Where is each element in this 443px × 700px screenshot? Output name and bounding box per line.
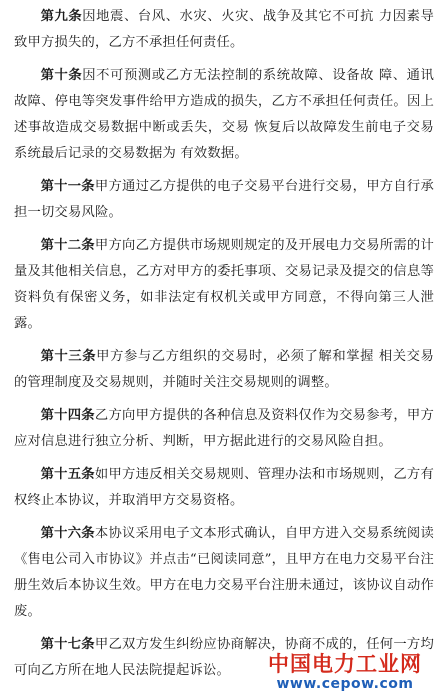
article-11 xyxy=(14,174,434,226)
watermark-name: 中国电力工业网 xyxy=(268,652,422,676)
watermark-url: www.cepow.com xyxy=(276,676,414,692)
article-12 xyxy=(14,233,434,337)
article-15 xyxy=(14,462,434,514)
article-17 xyxy=(14,632,434,684)
article-13 xyxy=(14,344,434,396)
article-text: 因地震、台风、水灾、火灾、战争及其它不可抗 力因素导致甲方损失的，乙方不承担任何责任。 xyxy=(14,9,434,50)
article-number: 第十三条 xyxy=(40,349,97,364)
article-number: 第十二条 xyxy=(40,238,95,253)
document-body xyxy=(14,4,434,691)
article-number: 第十一条 xyxy=(40,179,95,194)
article-text: 甲乙双方发生纠纷应协商解决，协商不成的，任何一方均可向乙方所在地人民法院提起诉讼。 xyxy=(14,637,434,678)
article-number: 第九条 xyxy=(40,9,83,24)
article-text: 甲方向乙方提供市场规则规定的及开展电力交易所需的计量及其他相关信息，乙方对甲方的委托事项、交易记录及提交的信息等资料负有保密义务，如非法定有权机关或甲方同意，不得向第三人泄露。 xyxy=(14,238,434,331)
article-text: 因不可预测或乙方无法控制的系统故障、设备故 障、通讯故障、停电等突发事件给甲方造成的损失，乙方不承担任何责任。因上述事故造成交易数据中断或丢失，交易 恢复后以故障发生前电子交易系统最后记录的交易数据为 有效数据。 xyxy=(14,68,434,161)
article-text: 本协议采用电子文本形式确认，自甲方进入交易系统阅读《售电公司入市协议》并点击“已阅读同意”，且甲方在电力交易平台注册生效后本协议生效。甲方在电力交易平台注册未通过，该协议自动作废。 xyxy=(14,526,434,619)
article-number: 第十条 xyxy=(40,68,83,83)
article-14 xyxy=(14,403,434,455)
article-number: 第十四条 xyxy=(40,408,95,423)
article-text: 甲方通过乙方提供的电子交易平台进行交易，甲方自行承担一切交易风险。 xyxy=(14,179,434,220)
article-9 xyxy=(14,4,434,56)
article-10 xyxy=(14,63,434,167)
article-number: 第十五条 xyxy=(40,467,95,482)
article-number: 第十七条 xyxy=(40,637,95,652)
article-text: 乙方向甲方提供的各种信息及资料仅作为交易参考，甲方应对信息进行独立分析、判断，甲方据此进行的交易风险自担。 xyxy=(14,408,434,449)
article-text: 甲方参与乙方组织的交易时，必须了解和掌握 相关交易的管理制度及交易规则，并随时关注交易规则的调整。 xyxy=(14,349,434,390)
article-text: 如甲方违反相关交易规则、管理办法和市场规则，乙方有权终止本协议，并取消甲方交易资格。 xyxy=(14,467,434,508)
article-number: 第十六条 xyxy=(40,526,95,541)
article-16 xyxy=(14,521,434,625)
